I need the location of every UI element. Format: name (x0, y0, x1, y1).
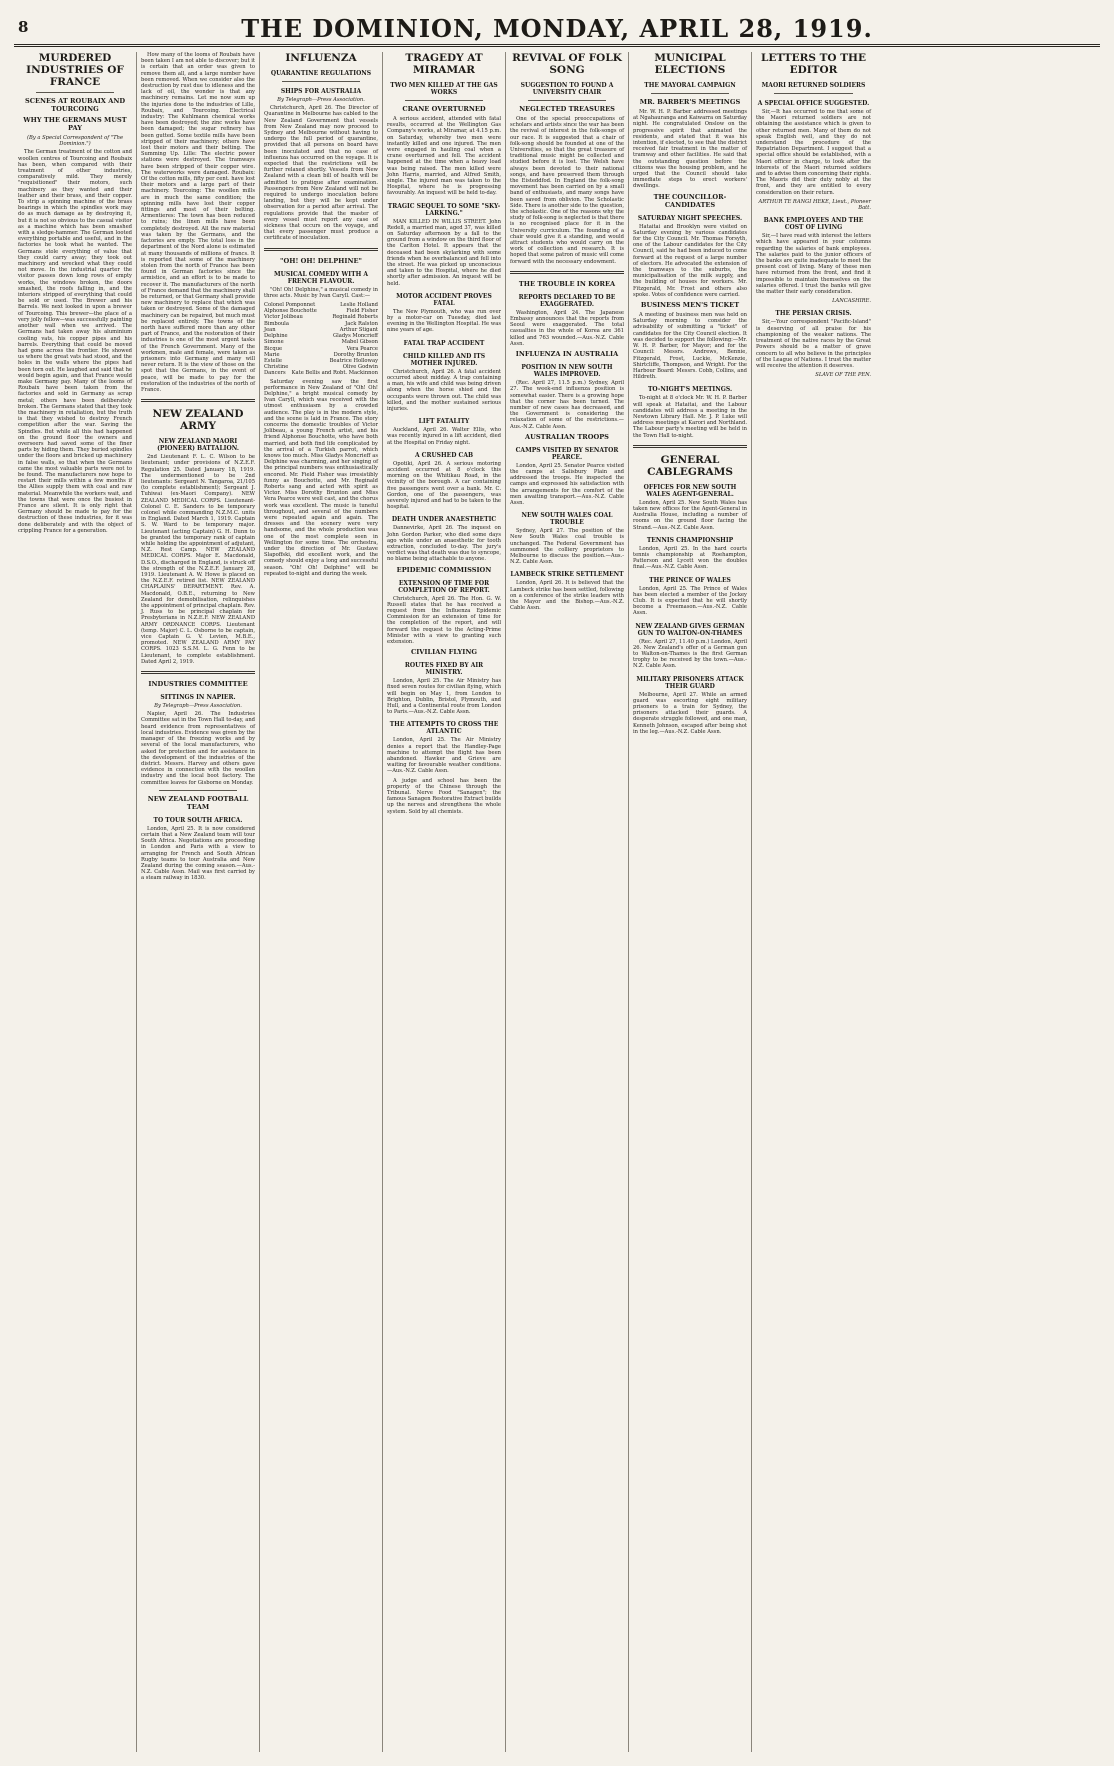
cast-role: Delphine (264, 333, 288, 340)
folk-song-body: One of the special preoccupations of scholars and artists since the war has been the revival of interest in the folk-songs of our race. It is suggested that a chair of folk-song should be founded at one of the Universities, so that the great treasure of traditional music might be collected and studied before it is lost. The Welsh have always been devoted to their national songs, and have preserved them through the Eisteddfod. In England the folk-song movement has been carried on by a small band of enthusiasts, and many songs have been saved from oblivion. The Scholastic Side. There is another side to the question, the scholastic. One of the reasons why the study of folk-song is neglected is that there is no recognised place for it in the University curriculum. The founding of a chair would give it a standing, and would attract students who would carry on the work of collection and research. It is hoped that some patron of music will come forward with the necessary endowment. (510, 116, 625, 265)
cast-actor: Field Fisher (346, 308, 378, 315)
skylarking-body: MAN KILLED IN WILLIS STREET. John Redell, a married man, aged 37, was killed on Saturday afternoon by a fall to the ground from a window on the third floor of the Carlton Hotel. It appears that the deceased had been skylarking with some friends when he overbalanced and fell into the street. He was picked up unconscious and taken to the Hospital, where he died shortly after admission. An inquest will be held. (387, 218, 501, 287)
headline-motor-accident: MOTOR ACCIDENT PROVES FATAL (396, 292, 492, 307)
strike-body: London, April 26. It is believed that the Lambeck strike has been settled, following on a conference of the strike leaders with the Mayor and the Bishop.—Aus.-N.Z. Cable Assn. (510, 580, 624, 612)
cast-role: Colonel Pomponnet (264, 302, 316, 309)
headline-municipal: MUNICIPAL ELECTIONS (654, 52, 726, 76)
subhead-neglected: NEGLECTED TREASURES (519, 105, 615, 113)
subhead-special-office: A SPECIAL OFFICE SUGGESTED. (757, 100, 870, 107)
cast-role: Bicque (264, 345, 283, 352)
aviation-body: London, April 25. The Air Ministry has fixed seven routes for civilian flying, which will begin on May 1, from London to Brighton, Dublin, Bristol, Plymouth, and Hull, and a Continental route from London to Paris.—Aus.-N.Z. Cable Assn. (387, 678, 501, 716)
gun-body: (Rec. April 27, 11.40 p.m.) London, April 26. New Zealand's offer of a German gun to Walton-on-Thames is the first German trophy to be received by the town.—Aus.-N.Z. Cable Assn. (633, 638, 747, 670)
byline: By Telegraph—Press Association. (277, 97, 365, 103)
subhead-persian: THE PERSIAN CRISIS. (775, 310, 852, 318)
columns-container (14, 52, 1100, 1752)
trap-body: Christchurch, April 26. A fatal accident occurred about midday. A trap containing a man, his wife and child was being driven along when the horse shied and the occupants were thrown out. The child was killed, and the mother sustained serious injuries. (387, 368, 501, 412)
divider (633, 445, 747, 448)
delphine-intro: "Oh! Oh! Delphine," a musical comedy in three acts. Music by Ivan Caryll. Cast:— (264, 286, 378, 299)
divider (405, 100, 483, 101)
barber-body: Mr. W. H. P. Barber addressed meetings at Ngahauranga and Kaiwarra on Saturday night. He congratulated Onslow on the progressive spirit that animated the residents, and stated that it was his intention, if elected, to see that the district received fair treatment in the matter of tramway and other facilities. He said that the outstanding question before the citizens was the housing problem, and he urged that the Council should take immediate steps to erect workers' dwellings. (633, 109, 747, 190)
divider (159, 790, 237, 791)
football-body: London, April 25. It is now considered certain that a New Zealand team will tour South Africa. Negotiations are proceeding in London and Paris with a view to arranging for French and South African Rugby teams to tour Australia and New Zealand during the coming season.—Aus.-N.Z. Cable Assn. Mail was first carried by a steam railway in 1830. (141, 825, 255, 882)
headline-football: NEW ZEALAND FOOTBALL TEAM (147, 794, 249, 811)
subhead-saturday: SATURDAY NIGHT SPEECHES. (637, 214, 743, 222)
subhead-quarantine: QUARANTINE REGULATIONS (270, 70, 372, 77)
letter-signature: ARTHUR TE RANGI HEKE, Lieut., Pioneer Batt. (758, 198, 871, 212)
headline-strike: LAMBECK STRIKE SETTLEMENT (510, 571, 624, 579)
cast-role: Alphonse Bouchotte (264, 308, 317, 315)
subhead-south-africa: TO TOUR SOUTH AFRICA. (153, 816, 243, 824)
business-body: A meeting of business men was held on Saturday morning to consider the advisability of submitting a "ticket" of candidates for the City Council election. It was decided to support the following:—Mr. W. H. P. Barber, for Mayor; and for the Council: Messrs. Andrews, Bennie, Fitzgerald, Frost, Luckie, McKenzie, Shirtcliffe, Thompson, and Wright. For the Harbour Board: Messrs. Cobb, Collins, and Hildreth. (633, 312, 747, 381)
divider (528, 100, 606, 101)
letter-bank: Sir,—I have read with interest the letters which have appeared in your columns regarding the salaries of bank employees. The salaries paid to the junior officers of the banks are quite inadequate to meet the present cost of living. Many of these men have returned from the front, and find it impossible to maintain themselves on the salaries offered. I trust the banks will give the matter their early consideration. (756, 233, 871, 296)
cast-role: Jean (264, 326, 276, 333)
subhead-maori-soldiers: MAORI RETURNED SOLDIERS (761, 82, 866, 89)
cast-row (264, 370, 378, 376)
subhead-routes: ROUTES FIXED BY AIR MINISTRY. (404, 662, 484, 677)
headline-epidemic-commission: EPIDEMIC COMMISSION (396, 565, 492, 574)
subhead-napier: SITTINGS IN NAPIER. (160, 694, 236, 702)
cast-actor: Kate Bellis and Robt. Mackinnon (291, 370, 378, 377)
headline-prince: THE PRINCE OF WALES (649, 576, 731, 584)
headline-anaesthetic: DEATH UNDER ANAESTHETIC (391, 516, 497, 524)
headline-influenza-australia: INFLUENZA IN AUSTRALIA (515, 350, 619, 359)
subhead-ships: SHIPS FOR AUSTRALIA (280, 88, 362, 95)
divider (36, 92, 114, 93)
cast-role: Christine (264, 364, 289, 371)
headline-army: NEW ZEALAND ARMY (152, 408, 244, 433)
divider (264, 248, 378, 251)
column-5 (506, 52, 629, 1752)
cast-role: Victor Jolibeau (264, 314, 303, 321)
cast-list (264, 302, 378, 376)
headline-military-prisoners: MILITARY PRISONERS ATTACK THEIR GUARD (636, 675, 744, 690)
subhead-exaggerated: REPORTS DECLARED TO BE EXAGGERATED. (518, 293, 616, 308)
headline-crushed-cab: A CRUSHED CAB (414, 451, 474, 459)
headline-folk-song: REVIVAL OF FOLK SONG (512, 52, 622, 76)
column-3 (260, 52, 383, 1752)
cast-actor: Beatrice Holloway (329, 357, 378, 364)
advertisement: A judge and school has been the property of the Chinese through the Tribunal. Nerve Food "Sanagen"; the famous Sanagen Restorative Extract builds up the nerves and strengthens the whole system. Sold by all chemists. (387, 777, 501, 815)
letter-signature: SLAVE OF THE PEN. (815, 372, 871, 379)
headline-industries: MURDERED INDUSTRIES OF FRANCE (26, 52, 124, 88)
subhead-pearce: CAMPS VISITED BY SENATOR PEARCE. (515, 446, 619, 461)
coal-body: Sydney, April 27. The position of the New South Wales coal trouble is unchanged. The Federal Government has summoned the colliery proprietors to Melbourne to discuss the position.—Aus.-N.Z. Cable Assn. (510, 528, 624, 566)
headline-lift: LIFT FATALITY (418, 418, 470, 426)
cast-actor: Mabel Gibson (341, 339, 378, 346)
page-number: 8 (18, 18, 29, 36)
byline: By Telegraph—Press Association. (154, 703, 242, 710)
cast-role: Simone (264, 339, 284, 346)
subhead-scenes: SCENES AT ROUBAIX AND TOURCOING (24, 97, 126, 113)
delphine-review: Saturday evening saw the first performance in New Zealand of "Oh! Oh! Delphine," a bright musical comedy by Ivan Caryll, which was received with the utmost enthusiasm by a crowded audience. The play is in the modern style, and the scene is laid in France. The story concerns the domestic troubles of Victor Jolibeau, a young French artist, and his friend Alphonse Bouchotte, who have both married, and both find life complicated by the arrival of a Turkish parrot, which knows too much. Miss Gladys Moncrieff as Delphine was charming, and her singing of the principal numbers was enthusiastically encored. Mr. Field Fisher was irresistibly funny as Bouchotte, and Mr. Reginald Roberts sang and acted with spirit as Victor. Miss Dorothy Brunton and Miss Vera Pearce were well cast, and the chorus work was excellent. The music is tuneful throughout, and several of the numbers were repeated again and again. The dresses and the scenery were very handsome, and the whole production was one of the most complete seen in Wellington for some time. The orchestra, under the direction of Mr. Gustave Slapoffski, did excellent work, and the comedy should enjoy a long and successful season. "Oh! Oh! Delphine" will be repeated to-night and during the week. (264, 378, 378, 577)
cast-role: Bimboula (264, 320, 289, 327)
headline-australian-troops: AUSTRALIAN TROOPS (525, 432, 609, 441)
divider (774, 93, 853, 94)
subhead-bank-employees: BANK EMPLOYEES AND THE COST OF LIVING (763, 217, 864, 232)
headline-tennis: TENNIS CHAMPIONSHIP (646, 536, 734, 544)
miramar-body: A serious accident, attended with fatal results, occurred at the Wellington Gas Company's works, at Miramar, at 4.15 p.m. on Saturday, whereby two men were instantly killed and one injured. The men were engaged in hauling coal when a crane overturned and fell. The accident happened at the time when a heavy load was being raised. The men killed were John Harris, married, and Alfred Smith, single. The injured man was taken to the Hospital, where he is progressing favourably. An inquest will be held to-day. (387, 116, 501, 197)
epidemic-body: Christchurch, April 26. The Hon. G. W. Russell states that he has received a request from the Influenza Epidemic Commission for an extension of time for the completion of the report, and will forward the request to the Acting-Prime Minister with a view to granting such extension. (387, 595, 501, 645)
divider (510, 271, 624, 274)
subhead-extension: EXTENSION OF TIME FOR COMPLETION OF REPORT. (398, 579, 490, 594)
lift-body: Auckland, April 26. Walter Ellis, who was recently injured in a lift accident, died at the Hospital on Friday night. (387, 427, 501, 446)
headline-skylarking: TRAGIC SEQUEL TO SOME "SKY-LARKING." (387, 202, 501, 217)
industries-body: Napier, April 26. The Industries Committee sat in the Town Hall to-day, and heard evidence from representatives of local industries. Evidence was given by the manager of the freezing works and by several of the local manufacturers, who asked for protection and for assistance in the development of the industries of the district. Messrs. Harvey and others gave evidence in connection with the woollen industry and the local boot factory. The committee leaves for Gisborne on Monday. (141, 711, 255, 786)
subhead-university-chair: SUGGESTION TO FOUND A UNIVERSITY CHAIR (520, 82, 614, 96)
headline-councillors: THE COUNCILLOR-CANDIDATES (653, 192, 727, 209)
army-body: 2nd Lieutenant F. L. C. Wilson to be lieutenant; under provisions of N.Z.E.F. Regulation 25. Dated January 18, 1919. The undermentioned to be 2nd lieutenants: Sergeant N. Tangaroa, 21/105 (to complete establishment); Sergeant J. Tuhiwai (ex-Maori Company). NEW ZEALAND MEDICAL CORPS. Lieutenant-Colonel C. E. Sanders to be temporary colonel while commanding N.Z.M.C. units in England. Dated March 1, 1919. Captain S. W. Ward to be temporary major. Lieutenant (acting Captain) G. H. Dunn to be granted the temporary rank of captain while holding the appointment of adjutant, N.Z. Rest Camp. NEW ZEALAND MEDICAL CORPS. Major E. Macdonald, D.S.O., discharged in England, is struck off the strength of the N.Z.E.F. January 28, 1919. Lieutenant A. W. Howe is placed on the N.Z.E.F. retired list. NEW ZEALAND CHAPLAINS' DEPARTMENT. Rev. A. Macdonald, O.B.E., returning to New Zealand for demobilisation, relinquishes the appointment of principal chaplain. Rev. J. Russ to be principal chaplain for Presbyterians in N.Z.E.F. NEW ZEALAND ARMY ORDNANCE CORPS. Lieutenant (temp. Major) C. L. Osborne to be captain, vice Captain G. V. Levien, M.B.E., promoted. NEW ZEALAND ARMY PAY CORPS. 1023 S.S.M. L. G. Fenn to be Lieutenant, to complete establishment. Dated April 2, 1919. (141, 454, 255, 665)
headline-cablegrams: GENERAL CABLEGRAMS (647, 453, 733, 478)
headline-tonight: TO-NIGHT'S MEETINGS. (647, 386, 733, 394)
prisoners-body: Melbourne, April 27. While an armed guard was escorting eight military prisoners to a train for Sydney, the prisoners attacked their guards. A desperate struggle followed, and one man, Kenneth Johnson, escaped after being shot in the leg.—Aus.-N.Z. Cable Assn. (633, 691, 747, 735)
subhead-crane: CRANE OVERTURNED (402, 105, 486, 113)
column-6 (629, 52, 752, 1752)
prince-body: London, April 25. The Prince of Wales has been elected a member of the Jockey Club. It is expected that he will shortly become a Freemason.—Aus.-N.Z. Cable Assn. (633, 585, 747, 617)
divider (141, 399, 255, 402)
subhead-maori-battalion: NEW ZEALAND MAORI (PIONEER) BATTALION. (157, 438, 239, 453)
influenza-australia-body: (Rec. April 27, 11.5 p.m.) Sydney, April 27. The week-end influenza position is somewhat easier. There is a growing hope that the corner has been turned. The number of new cases has decreased, and the Government is considering the relaxation of some of the restrictions.—Aus.-N.Z. Cable Assn. (510, 380, 624, 430)
troops-body: London, April 25. Senator Pearce visited the camps at Salisbury Plain and addressed the troops. He inspected the camps and expressed his satisfaction with the arrangements for the comfort of the men awaiting transport.—Aus.-N.Z. Cable Assn. (510, 462, 624, 506)
headline-influenza: INFLUENZA (285, 52, 357, 64)
tonight-body: To-night at 8 o'clock Mr. W. H. P. Barber will speak at Hataitai, and the Labour candidates will address a meeting in the Newtown Library Hall. Mr. J. P. Luke will address meetings at Karori and Northland. The Labour party's meeting will be held in the Town Hall to-night. (633, 395, 747, 439)
headline-trap-accident: FATAL TRAP ACCIDENT (403, 339, 485, 347)
article-body: How many of the looms of Roubaix have been taken I am not able to discover; but it is certain that an order was given to remove them all, and a large number have been removed. When we consider also the destruction by rust due to idleness and the lack of oil, the wonder is that any machinery remains. Let me now sum up the injuries done to the industries of Lille, Roubaix, and Tourcoing. Electrical industry: The Kuhlmann chemical works have been destroyed; the zinc works have been damaged; the sugar refinery has been gutted. Some textile mills have been stripped of their machinery; others have lost their motors and their belting. The Summing Up. Lille: The electric power stations were destroyed. The tramways have been stripped of their copper wire. The waterworks were damaged. Roubaix: Of the cotton mills, fifty per cent. have lost their motors and a large part of their machinery. Tourcoing: The woollen mills are in much the same condition; the spinning mills have lost their copper fittings and most of their belting. Armentieres: The town has been reduced to ruins; the linen mills have been completely destroyed. All the raw material was taken by the Germans, and the factories are empty. The total loss in the department of the Nord alone is estimated at many thousands of millions of francs. It is reported that some of the machinery stolen from the north of France has been found in German factories since the armistice, and an effort is to be made to recover it. The manufacturers of the north of France demand that the machinery shall be returned, or that Germany shall provide new machinery to replace that which was taken or destroyed. Some of the damaged machinery can be repaired, but much must be replaced entirely. The towns of the north have suffered more than any other part of France, and the restoration of their industries is one of the most urgent tasks of the French Government. Many of the workmen, male and female, were taken as prisoners into Germany and many will never return. It is the view of those on the spot that the Germans, in the event of peace, will be made to pay for the restoration of the industries of the north of France. (141, 52, 255, 393)
headline-letters: LETTERS TO THE EDITOR (761, 52, 866, 76)
korea-body: Washington, April 24. The Japanese Embassy announces that the reports from Seoul were exaggerated. The total casualties in the whole of Korea are 361 killed and 763 wounded.—Aus.-N.Z. Cable Assn. (510, 309, 624, 347)
column-4 (383, 52, 506, 1752)
cast-actor: Reginald Roberts (332, 314, 378, 321)
headline-business-ticket: BUSINESS MEN'S TICKET (640, 301, 740, 310)
influenza-body: Christchurch, April 26. The Director of Quarantine in Melbourne has cabled to the New Zealand Government that vessels from New Zealand may now proceed to Sydney and Melbourne without having to undergo the full period of quarantine, provided that all persons on board have been inoculated and that no case of influenza has occurred on the voyage. It is expected that the restrictions will be further relaxed shortly. Vessels from New Zealand with a clean bill of health will be admitted to pratique after examination. Passengers from New Zealand will not be required to undergo inoculation before landing, but they will be kept under observation for a period after arrival. The regulations provide that the master of every vessel must report any case of sickness that occurs on the voyage, and that every passenger must produce a certificate of inoculation. (264, 105, 378, 242)
headline-nsw-coal: NEW SOUTH WALES COAL TROUBLE (521, 512, 613, 527)
headline-miramar: TRAGEDY AT MIRAMAR (405, 52, 483, 76)
headline-korea: THE TROUBLE IN KOREA (518, 279, 616, 288)
divider (651, 93, 729, 94)
anaesthetic-body: Dannevirke, April 26. The inquest on John Gordon Parker, who died some days ago while under an anaesthetic for tooth extraction, concluded to-day. The jury's verdict was that death was due to syncope, no blame being attachable to anyone. (387, 525, 501, 563)
cast-actor: Leslie Holland (340, 302, 378, 309)
column-2 (137, 52, 260, 1752)
motor-body: The New Plymouth, who was run over by a motor-car on Tuesday, died last evening in the Wellington Hospital. He was nine years of age. (387, 308, 501, 334)
cast-role: Marie (264, 351, 280, 358)
cast-role: Dancers (264, 370, 286, 377)
headline-atlantic: THE ATTEMPTS TO CROSS THE ATLANTIC (389, 721, 499, 736)
letter-persian: Sir,—Your correspondent "Pacific-Island" is deserving of all praise for his championing of the weaker nations. The treatment of the native races by the Great Powers should be a matter of grave concern to all who believe in the principles of the League of Nations. I trust the matter will receive the attention it deserves. (756, 319, 871, 369)
headline-german-gun: NEW ZEALAND GIVES GERMAN GUN TO WALTON-ON-THAMES (635, 622, 745, 637)
headline-delphine: "OH! OH! DELPHINE" (280, 256, 362, 265)
divider (141, 671, 255, 674)
cast-actor: Dorothy Brunton (333, 351, 378, 358)
article-body: The German treatment of the cotton and woollen centres of Tourcoing and Roubaix has been, when compared with their treatment of other industries, comparatively mild. They merely "requisitioned" their motors, such machinery as they wanted and their leather and their brass, and their copper. To strip a spinning machine of the brass bearings in which the spindles work may do as much damage as by destroying it, but it is not so obvious to the casual visitor as a machine which has been smashed with a sledge-hammer. The German looted everything portable and useful, and in the factories he took what he wanted. The Germans stole everything of value that they could carry away; they took out machinery and wrecked what they could not move. In the industrial quarter the visitor passes down long rows of empty works, the windows broken, the doors smashed, the roofs falling in, and the interiors stripped of everything that could be sold or used. The Brewer and his Barrels. We next looked in upon a brewer of Tourcoing. This brewer—the place of a very jolly fellow—was successfully painting another wall when we arrived. The Germans had taken away his aluminium cooling vats, his copper pipes and his barrels. Everything that could be moved had gone across the frontier. He showed us where the great vats had stood, and the holes in the walls where the pipes had been torn out. He laughed and said that he would begin again, and that France would make Germany pay. Many of the looms of Roubaix have been taken from the factories and sold in Germany as scrap metal; others have been deliberately broken. The Germans stated that they took the machinery in retaliation, but the truth is that they wished to destroy French competition after the war. Saving the Spindles. But while all this had happened on the ground floor the owners and overseers had saved some of the finer parts by hiding them. They buried spindles under the floors and bricked up machinery in false walls, so that when the Germans came the most valuable parts were not to be found. The manufacturers now hope to restart their mills within a few months if the Allies supply them with coal and raw material. Meanwhile the workers wait, and the towns that were once the busiest in France are silent. It is only right that Germany should be made to pay for the destruction of these industries, for it was done deliberately and with the object of crippling France for a generation. (18, 149, 132, 534)
subhead-child-killed: CHILD KILLED AND ITS MOTHER INJURED. (402, 352, 486, 367)
cast-actor: Arthur Stigant (339, 326, 378, 333)
newspaper-title: THE DOMINION, MONDAY, APRIL 28, 1919. (241, 14, 873, 43)
letter-signature: LANCASHIRE. (832, 298, 871, 305)
divider (282, 81, 360, 82)
subhead-gas-works: TWO MEN KILLED AT THE GAS WORKS (390, 82, 498, 96)
cast-actor: Jack Ralston (345, 320, 378, 327)
atlantic-body: London, April 25. The Air Ministry denies a report that the Handley-Page machine to attempt the flight has been abandoned. Hawker and Grieve are waiting for favourable weather conditions.—Aus.-N.Z. Cable Assn. (387, 737, 501, 775)
subhead-musical-comedy: MUSICAL COMEDY WITH A FRENCH FLAVOUR. (274, 270, 368, 285)
subhead-why-pay: WHY THE GERMANS MUST PAY (23, 116, 127, 132)
agent-general-body: London, April 25. New South Wales has taken new offices for the Agent-General in Australia House, including a number of rooms on the ground floor facing the Strand.—Aus.-N.Z. Cable Assn. (633, 499, 747, 531)
headline-civilian-flying: CIVILIAN FLYING (410, 648, 478, 657)
subhead-mayoral: THE MAYORAL CAMPAIGN (644, 82, 736, 89)
councillors-body: Hataitai and Brooklyn were visited on Saturday evening by various candidates for the City Council. Mr. Thomas Forsyth, one of the Labour candidates for the City Council, said he had been induced to come forward at the request of a large number of electors. He advocated the extension of the tramways to the suburbs, the municipalisation of the milk supply, and the building of houses for workers. Mr. Fitzgerald, Mr. Frost and others also spoke. Votes of confidence were carried. (633, 223, 747, 298)
letter-maori: Sir,—It has occurred to me that some of the Maori returned soldiers are not obtaining the assistance which is given to other returned men. Many of them do not speak English well, and they do not understand the procedure of the Repatriation Department. I suggest that a special office should be established, with a Maori officer in charge, to look after the interests of the Maori returned soldiers and to advise them concerning their rights. The Maoris did their duty nobly at the front, and they are entitled to every consideration on their return. (756, 109, 871, 196)
cast-actor: Olive Godwin (342, 364, 378, 371)
byline: (By a Special Correspondent of "The Dominion.") (26, 135, 124, 148)
masthead (14, 14, 1100, 47)
cast-role: Estelle (264, 357, 282, 364)
cast-actor: Vera Pearce (346, 345, 378, 352)
subhead-barber: MR. BARBER'S MEETINGS (639, 98, 741, 106)
cast-actor: Gladys Moncrieff (332, 333, 378, 340)
headline-industries-committee: INDUSTRIES COMMITTEE (148, 680, 248, 689)
subhead-agent-general: OFFICES FOR NEW SOUTH WALES AGENT-GENERAL. (643, 483, 737, 498)
column-7 (752, 52, 875, 1752)
column-1 (14, 52, 137, 1752)
tennis-body: London, April 25. In the hard courts tennis championship at Roehampton, Patterson and Lycett won the doubles final.—Aus.-N.Z. Cable Assn. (633, 545, 747, 571)
subhead-nsw-improved: POSITION IN NEW SOUTH WALES IMPROVED. (521, 364, 613, 379)
cab-body: Opotiki, April 26. A serious motoring accident occurred at 8 o'clock this morning on the Whitikau Road, in the vicinity of the borough. A car containing five passengers went over a bank. Mr. C. Gordon, one of the passengers, was severely injured and had to be taken to the hospital. (387, 460, 501, 511)
